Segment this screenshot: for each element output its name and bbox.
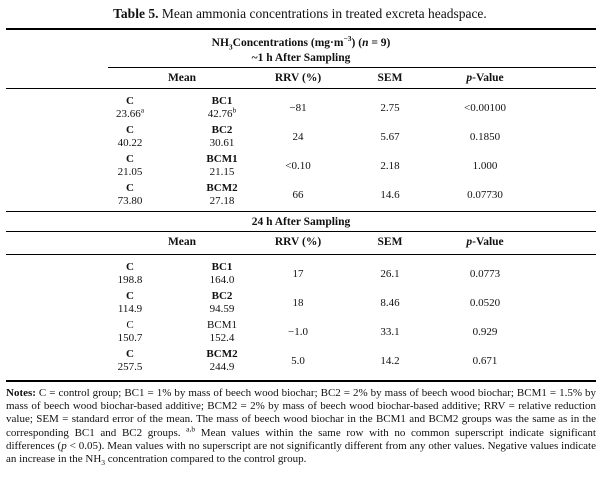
table-page: Table 5. Mean ammonia concentrations in treated excreta headspace. $NH_3Concentrations$ $(mg\cdot m^{-3}) (n = 9)$ ~1 h After Sampling Mean RRV (%) SEM p-Value C 23.66$^a$ BC1 42.76$^b$ −81 2.75 <0.00100 C 40.22 BC2 30.61 24 5.67 0.1850 C 21.05 BCM1 21.15 <0.10 2.18 1.000 C 73.80 BCM2 27.18 66 14.6 0.07730 24 h After Sampling Mean RRV (%) SEM p-Value C 198.8 BC1 164.0 17 26.1 0.0773 C 114.9 BC2 94.59 18 8.46 0.0520 C 150.7 BCM1 152.4 −1.0 33.1 0.929 C 257.5 BCM2 244.9 5.0 14.2 0.671 Notes: C = control group; BC1 = 1% by mass of beech wood biochar; BC2 = 2% by mass of beech wood biochar; BCM1 = 1.5% by mass of beech wood biochar-based additive; BCM2 = 2% by mass of beech wood biochar-based additive; RRV = relative reduction value; SEM = standard error of the mean. The mass of beech wood biochar in the BCM1 and BCM2 groups was the same as in the corresponding BC1 and BC2 groups. $^{a,b}$ Mean values within the same row with no common superscript indicate significant differences (p < 0.05). Mean values with no superscript are not significantly different from any other values. Negative values indicate an increase in the $NH_3$ concentration compared to the control group. bbox=[0, 0, 600, 487]
top-rule bbox=[6, 28, 596, 30]
col-sem-2: SEM bbox=[377, 236, 403, 248]
col-pvalue-2: p-Value bbox=[466, 236, 504, 248]
section1-rule bbox=[6, 88, 596, 89]
table-notes: Notes: C = control group; BC1 = 1% by mass of beech wood biochar; BC2 = 2% by mass of beech wood biochar; BCM1 = 1.5% by mass of beech wood biochar-based additive; BCM2 = 2% by mass of beech wood biochar-based additive; RRV = relative reduction value; SEM = standard error of the mean. The mass of beech wood biochar in the BCM1 and BCM2 groups was the same as in the corresponding BC1 and BC2 groups. $^{a,b}$ Mean values within the same row with no common superscript indicate significant differences (p < 0.05). Mean values with no superscript are not significantly different from any other values. Negative values indicate an increase in the $NH_3$ concentration compared to the control group. bbox=[6, 387, 596, 468]
col-rrv: RRV (%) bbox=[274, 72, 322, 84]
table-caption bbox=[0, 6, 600, 22]
header-concentration: $NH_3Concentrations$ $(mg\cdot m^{-3}) (n = 9)$ bbox=[211, 34, 391, 52]
caption-label: Table 5. bbox=[113, 6, 159, 21]
section2-top-rule bbox=[6, 211, 596, 212]
header-1h: ~1 h After Sampling bbox=[251, 52, 351, 64]
section2-rule bbox=[6, 254, 596, 255]
col-pvalue: p-Value bbox=[466, 72, 504, 84]
caption-title: Mean ammonia concentrations in treated excreta headspace. bbox=[161, 6, 487, 21]
col-mean-2: Mean bbox=[167, 236, 197, 248]
col-sem: SEM bbox=[377, 72, 403, 84]
bottom-rule bbox=[6, 380, 596, 382]
col-rrv-2: RRV (%) bbox=[274, 236, 322, 248]
notes-label: Notes: bbox=[6, 387, 36, 399]
header-24h: 24 h After Sampling bbox=[251, 216, 351, 228]
header-rule bbox=[108, 67, 596, 68]
section2-header-rule bbox=[6, 231, 596, 232]
col-mean: Mean bbox=[167, 72, 197, 84]
